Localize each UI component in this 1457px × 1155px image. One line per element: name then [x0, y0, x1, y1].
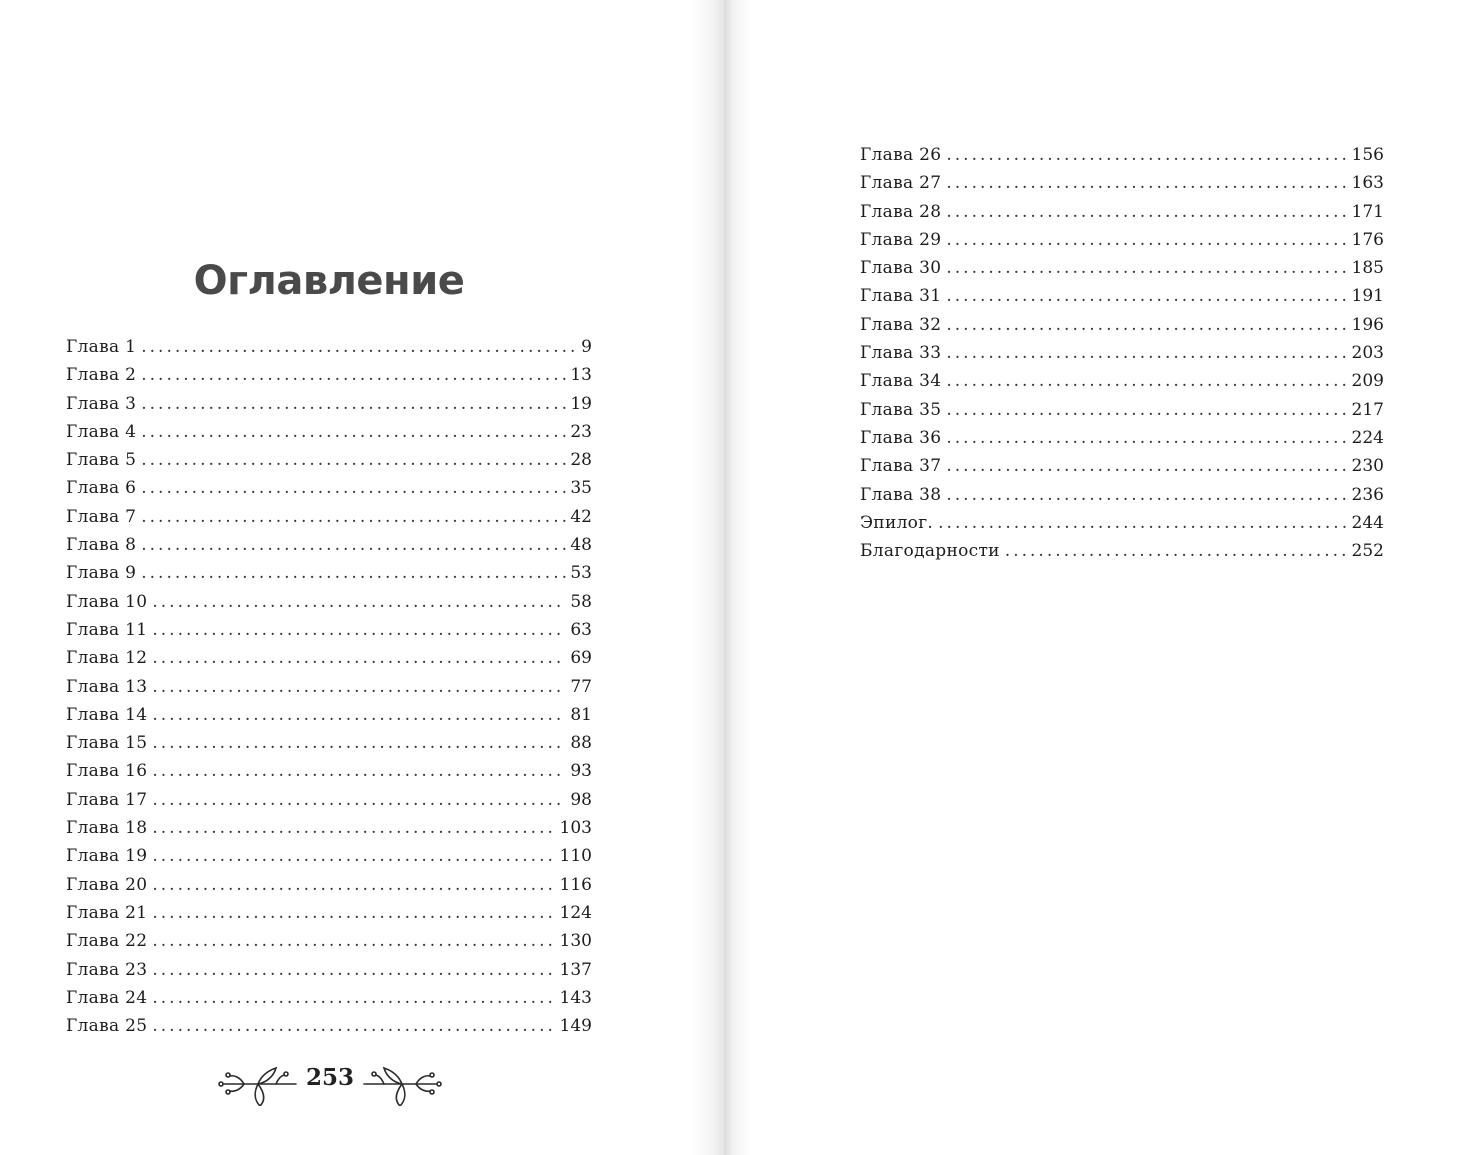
toc-entry-page: 103	[559, 818, 592, 839]
toc-entry	[66, 814, 592, 842]
toc-entry-label: Глава 11	[66, 619, 148, 640]
dot-leader	[152, 757, 566, 785]
dot-leader	[141, 418, 566, 446]
toc-entry	[860, 339, 1384, 367]
toc-entry-page: 163	[1351, 173, 1384, 194]
toc-entry	[860, 141, 1384, 169]
toc-entry-page: 110	[559, 846, 592, 867]
dot-leader	[946, 452, 1347, 480]
toc-entry-page: 13	[570, 365, 592, 386]
toc-entry	[66, 559, 592, 587]
toc-entry	[66, 729, 592, 757]
toc-entry-page: 252	[1351, 541, 1384, 562]
page-number: 253	[305, 1064, 354, 1091]
toc-entry	[860, 509, 1384, 537]
toc-entry-label: Глава 8	[66, 535, 137, 556]
toc-entry-page: 236	[1351, 484, 1384, 505]
toc-entry-page: 130	[559, 931, 592, 952]
toc-entry-label: Глава 36	[860, 427, 942, 448]
toc-entry-page: 224	[1351, 427, 1384, 448]
toc-entry-label: Глава 6	[66, 478, 137, 499]
dot-leader	[946, 311, 1347, 339]
toc-entry	[860, 226, 1384, 254]
dot-leader	[152, 1012, 555, 1040]
toc-entry	[66, 474, 592, 502]
toc-entry-page: 217	[1351, 399, 1384, 420]
toc-entry	[66, 390, 592, 418]
toc-entry	[860, 282, 1384, 310]
toc-entry-label: Глава 28	[860, 201, 942, 222]
dot-leader	[141, 333, 577, 361]
toc-entry-label: Глава 24	[66, 987, 148, 1008]
toc-entry	[66, 361, 592, 389]
toc-entry	[66, 616, 592, 644]
toc-entry-page: 196	[1351, 314, 1384, 335]
toc-entry-page: 19	[570, 393, 592, 414]
dot-leader	[152, 616, 566, 644]
toc-entry-label: Глава 29	[860, 229, 942, 250]
toc-entry-page: 63	[570, 619, 592, 640]
toc-entry-label: Глава 35	[860, 399, 942, 420]
toc-entry-label: Глава 32	[860, 314, 942, 335]
toc-entry-page: 69	[570, 648, 592, 669]
toc-entry-page: 9	[581, 337, 592, 357]
toc-entry	[860, 169, 1384, 197]
dot-leader	[946, 367, 1347, 395]
toc-entry-label: Глава 20	[66, 874, 148, 895]
toc-entry-page: 203	[1351, 343, 1384, 364]
toc-entry-label: Глава 4	[66, 421, 137, 442]
toc-entry-label: Глава 13	[66, 676, 148, 697]
dot-leader	[141, 503, 566, 531]
toc-entry-page: 137	[559, 959, 592, 980]
toc-entry-label: Глава 3	[66, 393, 137, 414]
toc-list-left	[66, 333, 592, 1040]
page-folio	[218, 1056, 442, 1106]
toc-entry-label: Глава 2	[66, 365, 137, 386]
toc-entry-page: 149	[559, 1016, 592, 1037]
dot-leader	[946, 254, 1347, 282]
toc-entry-label: Глава 19	[66, 846, 148, 867]
toc-entry	[860, 367, 1384, 395]
toc-entry-label: Глава 21	[66, 902, 148, 923]
toc-entry	[860, 198, 1384, 226]
dot-leader	[152, 644, 566, 672]
dot-leader	[152, 588, 566, 616]
toc-entry-label: Глава 25	[66, 1016, 148, 1037]
toc-entry-label: Благодарности	[860, 541, 1000, 562]
toc-entry-page: 230	[1351, 456, 1384, 477]
toc-entry-label: Глава 10	[66, 591, 148, 612]
toc-entry-page: 185	[1351, 258, 1384, 279]
dot-leader	[946, 169, 1347, 197]
toc-entry	[66, 899, 592, 927]
toc-entry-page: 116	[559, 874, 592, 895]
dot-leader	[946, 141, 1347, 169]
toc-list-right	[860, 141, 1384, 565]
dot-leader	[946, 198, 1347, 226]
toc-entry	[860, 254, 1384, 282]
dot-leader	[152, 956, 555, 984]
dot-leader	[141, 390, 566, 418]
dot-leader	[152, 729, 566, 757]
dot-leader	[152, 842, 555, 870]
toc-entry	[66, 503, 592, 531]
toc-entry-label: Глава 37	[860, 456, 942, 477]
dot-leader	[946, 282, 1347, 310]
toc-entry-label: Глава 9	[66, 563, 137, 584]
toc-entry-page: 42	[570, 506, 592, 527]
toc-entry	[66, 333, 592, 361]
dot-leader	[152, 814, 555, 842]
dot-leader	[141, 531, 566, 559]
toc-entry-label: Глава 1	[66, 337, 137, 357]
toc-entry	[860, 537, 1384, 565]
dot-leader	[938, 509, 1347, 537]
dot-leader	[152, 927, 555, 955]
toc-entry-label: Глава 14	[66, 704, 148, 725]
toc-entry-page: 191	[1351, 286, 1384, 307]
toc-entry	[66, 984, 592, 1012]
toc-entry-page: 58	[570, 591, 592, 612]
dot-leader	[152, 786, 566, 814]
toc-entry-label: Глава 33	[860, 343, 942, 364]
toc-entry-label: Глава 23	[66, 959, 148, 980]
toc-entry-label: Глава 12	[66, 648, 148, 669]
toc-entry-label: Глава 22	[66, 931, 148, 952]
toc-entry-label: Глава 17	[66, 789, 148, 810]
toc-entry-page: 28	[570, 450, 592, 471]
gutter-shadow	[724, 0, 750, 1155]
toc-entry-page: 93	[570, 761, 592, 782]
toc-entry-page: 171	[1351, 201, 1384, 222]
dot-leader	[946, 424, 1347, 452]
toc-entry	[66, 644, 592, 672]
toc-entry	[66, 927, 592, 955]
toc-entry-page: 98	[570, 789, 592, 810]
gutter-shadow	[690, 0, 724, 1155]
toc-entry-page: 244	[1351, 512, 1384, 533]
toc-entry-label: Глава 38	[860, 484, 942, 505]
dot-leader	[152, 871, 555, 899]
dot-leader	[152, 984, 555, 1012]
toc-entry-page: 124	[559, 902, 592, 923]
toc-entry	[66, 786, 592, 814]
dot-leader	[946, 226, 1347, 254]
toc-entry	[860, 311, 1384, 339]
toc-entry-label: Глава 16	[66, 761, 148, 782]
dot-leader	[141, 559, 566, 587]
dot-leader	[1005, 537, 1348, 565]
dot-leader	[141, 446, 566, 474]
toc-entry	[860, 452, 1384, 480]
dot-leader	[141, 361, 566, 389]
leaf-sprig-icon	[362, 1062, 442, 1106]
dot-leader	[946, 339, 1347, 367]
dot-leader	[141, 474, 566, 502]
toc-entry-label: Глава 7	[66, 506, 137, 527]
dot-leader	[946, 396, 1347, 424]
toc-entry-label: Глава 34	[860, 371, 942, 392]
toc-entry-label: Глава 18	[66, 818, 148, 839]
toc-entry	[66, 1012, 592, 1040]
toc-entry-page: 35	[570, 478, 592, 499]
toc-entry	[66, 446, 592, 474]
toc-entry-page: 209	[1351, 371, 1384, 392]
dot-leader	[152, 673, 566, 701]
dot-leader	[946, 481, 1347, 509]
toc-entry	[66, 871, 592, 899]
toc-entry-label: Глава 31	[860, 286, 942, 307]
dot-leader	[152, 899, 555, 927]
toc-entry	[66, 418, 592, 446]
toc-entry	[66, 531, 592, 559]
toc-entry-label: Глава 26	[860, 145, 942, 165]
dot-leader	[152, 701, 566, 729]
toc-entry	[860, 396, 1384, 424]
toc-entry-page: 23	[570, 421, 592, 442]
toc-entry	[860, 424, 1384, 452]
toc-entry-page: 156	[1351, 145, 1384, 165]
leaf-sprig-icon	[218, 1062, 298, 1106]
toc-entry-label: Глава 15	[66, 733, 148, 754]
toc-entry	[860, 481, 1384, 509]
toc-entry	[66, 673, 592, 701]
toc-entry-page: 48	[570, 535, 592, 556]
toc-heading: Оглавление	[193, 258, 465, 304]
toc-entry-page: 77	[570, 676, 592, 697]
toc-entry	[66, 757, 592, 785]
toc-entry-label: Эпилог.	[860, 512, 934, 533]
toc-entry	[66, 588, 592, 616]
toc-entry	[66, 956, 592, 984]
toc-entry-label: Глава 30	[860, 258, 942, 279]
toc-entry-page: 143	[559, 987, 592, 1008]
toc-entry-label: Глава 5	[66, 450, 137, 471]
toc-entry-page: 81	[570, 704, 592, 725]
toc-entry-label: Глава 27	[860, 173, 942, 194]
toc-entry	[66, 701, 592, 729]
toc-entry-page: 53	[570, 563, 592, 584]
toc-entry-page: 88	[570, 733, 592, 754]
toc-entry	[66, 842, 592, 870]
toc-entry-page: 176	[1351, 229, 1384, 250]
